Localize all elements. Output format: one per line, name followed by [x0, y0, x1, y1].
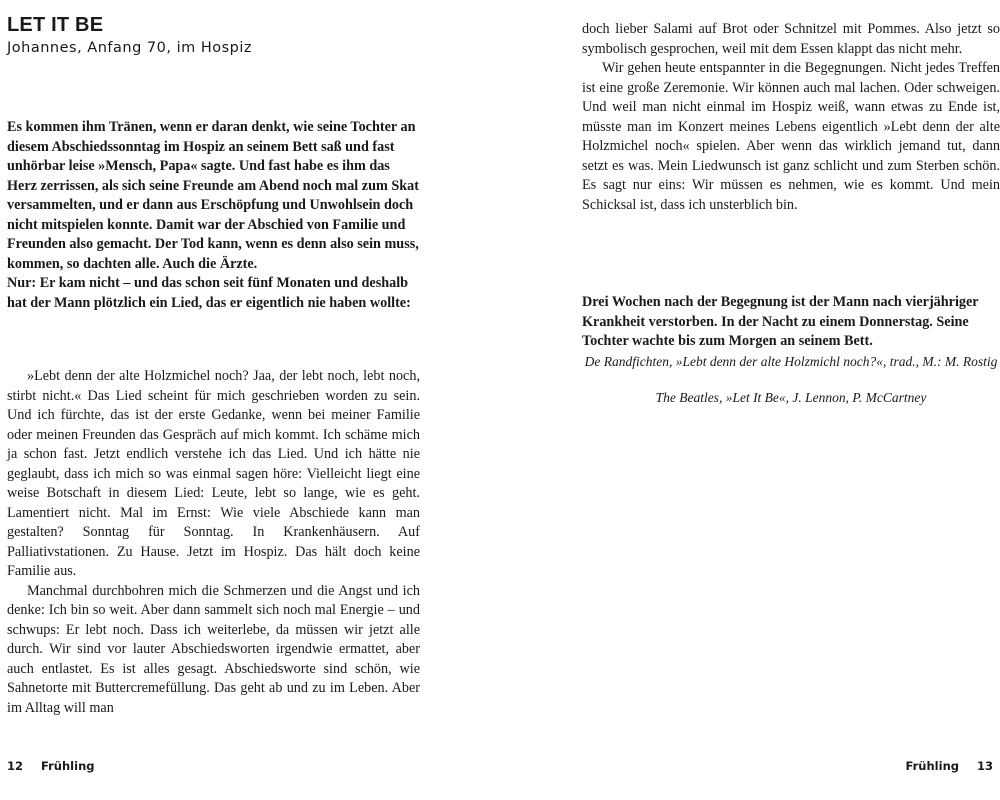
- body-paragraph: Wir gehen heute entspannter in die Begegnungen. Nicht jedes Treffen ist eine große Zeremonie. Wir können auch mal lachen. Oder schweigen. Und weil man nicht einmal im Hospiz weiß, wann etwas zu Ende ist, müsste man im Konzert meines Lebens eigentlich »Lebt denn der alte Holzmichel noch« spielen. Aber wenn das wirklich jemand tut, dann setzt es was. Mein Liedwunsch ist ganz schlicht und zum Sterben schön. Es sagt nur eins: Wir müssen es nehmen, wie es kommt. Und mein Schicksal ist, dass ich unsterblich bin.: [582, 60, 1000, 213]
- credit-line: De Randfichten, »Lebt denn der alte Holzmichl noch?«, trad., M.: M. Rostig: [584, 354, 998, 369]
- closing-paragraph: Drei Wochen nach der Begegnung ist der Mann nach vierjähriger Krankheit verstorben. In der Nacht zu einem Donnerstag. Seine Tochter wachte bis zum Morgen an seinem Bett.: [582, 294, 979, 349]
- intro-text: [7, 118, 420, 313]
- section-name: Frühling: [41, 759, 95, 773]
- left-footer: [7, 759, 94, 773]
- body-paragraph: doch lieber Salami auf Brot oder Schnitzel mit Pommes. Also jetzt so symbolisch gesprochen, weil mit dem Essen klappt das nicht mehr.: [582, 21, 1000, 57]
- right-footer: [906, 759, 993, 773]
- body-paragraph: Manchmal durchbohren mich die Schmerzen und die Angst und ich denke: Ich bin so weit. Aber dann sammelt sich noch mal Energie – und schwups: Er lebt noch. Dass ich weiterlebe, da müssen wir jetzt alle durch. Wir sind vor lauter Abschiedsworten irgendwie ermattet, aber auch entlastet. Es ist alles gesagt. Abschiedsworte sind schön, wie Sahnetorte mit Buttercremefüllung. Das geht ab und zu im Leben. Aber im Alltag will man: [7, 582, 420, 716]
- intro-paragraph: Nur: Er kam nicht – und das schon seit fünf Monaten und deshalb hat der Mann plötzlich ein Lied, das er eigentlich nie haben wollte:: [7, 275, 411, 311]
- page-number: 13: [976, 759, 993, 773]
- right-body-text: [582, 20, 1000, 215]
- page-number: 12: [7, 759, 24, 773]
- intro-paragraph: Es kommen ihm Tränen, wenn er daran denkt, wie seine Tochter an diesem Abschiedssonntag im Hospiz an seinem Bett saß und fast unhörbar leise »Mensch, Papa« sagte. Und fast habe es ihm das Herz zerrissen, als sich seine Freunde am Abend noch mal zum Skat versammelten, und er dann aus Erschöpfung und Unwohlsein doch nicht mitspielen konnte. Damit war der Abschied von Familie und Freunden also gemacht. Der Tod kann, wenn es denn also sein muss, kommen, so dachten alle. Auch die Ärzte.: [7, 119, 419, 272]
- left-body-text: [7, 367, 420, 718]
- right-page: [500, 0, 1000, 800]
- credit-line: The Beatles, »Let It Be«, J. Lennon, P. McCartney: [655, 389, 927, 405]
- chapter-subtitle: Johannes, Anfang 70, im Hospiz: [7, 40, 253, 56]
- section-name: Frühling: [905, 759, 959, 773]
- chapter-title: LET IT BE: [7, 14, 104, 36]
- closing-note: [582, 293, 1000, 352]
- song-credits: [582, 352, 1000, 423]
- body-paragraph: »Lebt denn der alte Holzmichel noch? Jaa, der lebt noch, lebt noch, stirbt nicht.« Das Lied scheint für mich geschrieben worden zu sein. Und ich fürchte, das ist der erste Gedanke, wenn bei meiner Familie oder meinen Freunden das Gespräch auf mich kommt. Ich schäme mich ja schon fast. Jetzt endlich verstehe ich das Lied. Und ich hätte nie geglaubt, dass ich mich so was einmal sagen höre: Vielleicht liegt eine weise Botschaft in diesem Lied: Leute, lebt so lange, wie es geht. Lamentiert nicht. Mal im Ernst: Wie viele Abschiede kann man gestalten? Sonntag für Sonntag. In Krankenhäusern. Auf Palliativstationen. Zu Hause. Jetzt im Hospiz. Das hält doch keine Familie aus.: [7, 368, 420, 579]
